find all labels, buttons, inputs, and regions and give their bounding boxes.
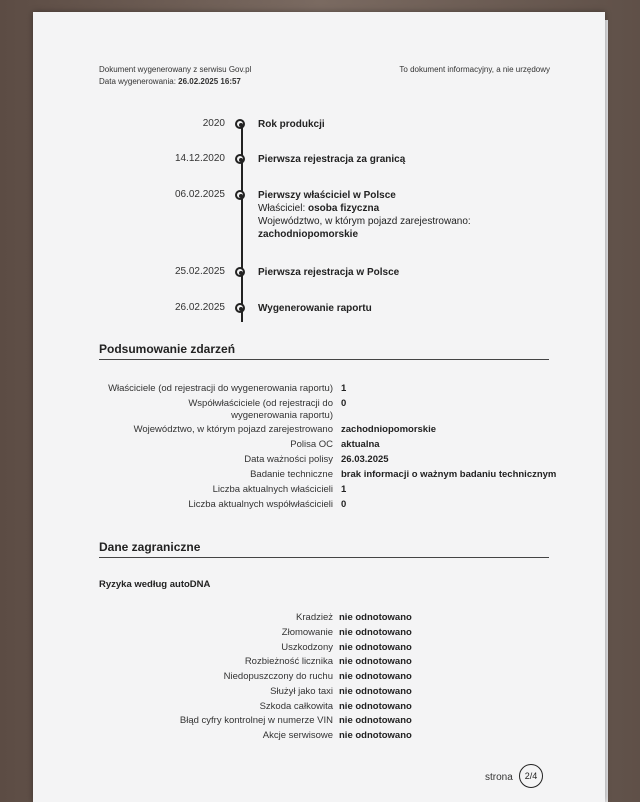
header-left (99, 64, 251, 88)
timeline-text: Pierwsza rejestracja w Polsce (258, 267, 400, 278)
risk-subtitle: Ryzyka według autoDNA (99, 579, 211, 590)
header-source: Dokument wygenerowany z serwisu Gov.pl (99, 65, 252, 74)
header-generated-date: Data wygenerowania: 26.02.2025 16:57 (99, 77, 241, 86)
timeline-dot-icon (235, 154, 245, 164)
document-page: Dokument wygenerowany z serwisu Gov.pl Data wygenerowania: 26.02.2025 16:57 To dokument informacyjny, a nie urzędowy 2020 Rok produkcji 14.12.2020 Pierwsza rejestracja za granicą 06.02.2025 Pierwszy właściciel w Polsce Właściciel: osoba fizyczna Województwo, w którym pojazd zarejestrowano: zachodniopomorskie 25.02.2025 Pierwsza rejestracja w Polsce 26.02.2025 Wygenerowanie raportu Podsumowanie zdarzeń Właściciele (od rejestracji do wygenerowania raportu) 1 Współwłaściciele (od rejestracji do wygenerowania raportu) 0 Województwo, w którym pojazd zarejestrowano zachodniopomorskie Polisa OC aktualna Data ważności polisy 26.03.2025 Badanie techniczne brak informacji o ważnym badaniu technicznym Liczba aktualnych właścicieli 1 Liczba aktualnych współwłaścicieli 0 Dane zagraniczne Ryzyka według autoDNA Kradzież nie odnotowano Złomowanie nie odnotowano Uszkodzony nie odnotowano Rozbieżność licznika nie odnotowano Niedopuszczony do ruchu nie odnotowano Służył jako taxi nie odnotowano Szkoda całkowita nie odnotowano Błąd cyfry kontrolnej w numerze VIN nie odnotowano Akcje serwisowe nie odnotowano strona 2/4 (33, 12, 605, 802)
timeline-date: 26.02.2025 (174, 302, 225, 313)
foreign-section-title: Dane zagraniczne (99, 540, 549, 558)
timeline-text: Pierwszy właściciel w Polsce Właściciel: osoba fizyczna Województwo, w którym pojazd zarejestrowano: zachodniopomorskie (258, 190, 471, 240)
timeline-dot-icon (235, 119, 245, 129)
timeline-dot-icon (235, 303, 245, 313)
timeline-dot-icon (235, 190, 245, 200)
timeline-date: 06.02.2025 (174, 189, 225, 200)
timeline-text: Wygenerowanie raportu (258, 303, 372, 314)
footer-page-label: strona (485, 772, 513, 783)
summary-section-title: Podsumowanie zdarzeń (99, 342, 549, 360)
timeline-date: 2020 (202, 118, 225, 129)
timeline-text: Rok produkcji (258, 119, 325, 130)
page-number-badge: 2/4 (519, 764, 543, 788)
timeline-date: 25.02.2025 (174, 266, 225, 277)
timeline-text: Pierwsza rejestracja za granicą (258, 154, 406, 165)
timeline-dot-icon (235, 267, 245, 277)
header-disclaimer: To dokument informacyjny, a nie urzędowy (399, 65, 550, 74)
timeline-date: 14.12.2020 (174, 153, 225, 164)
